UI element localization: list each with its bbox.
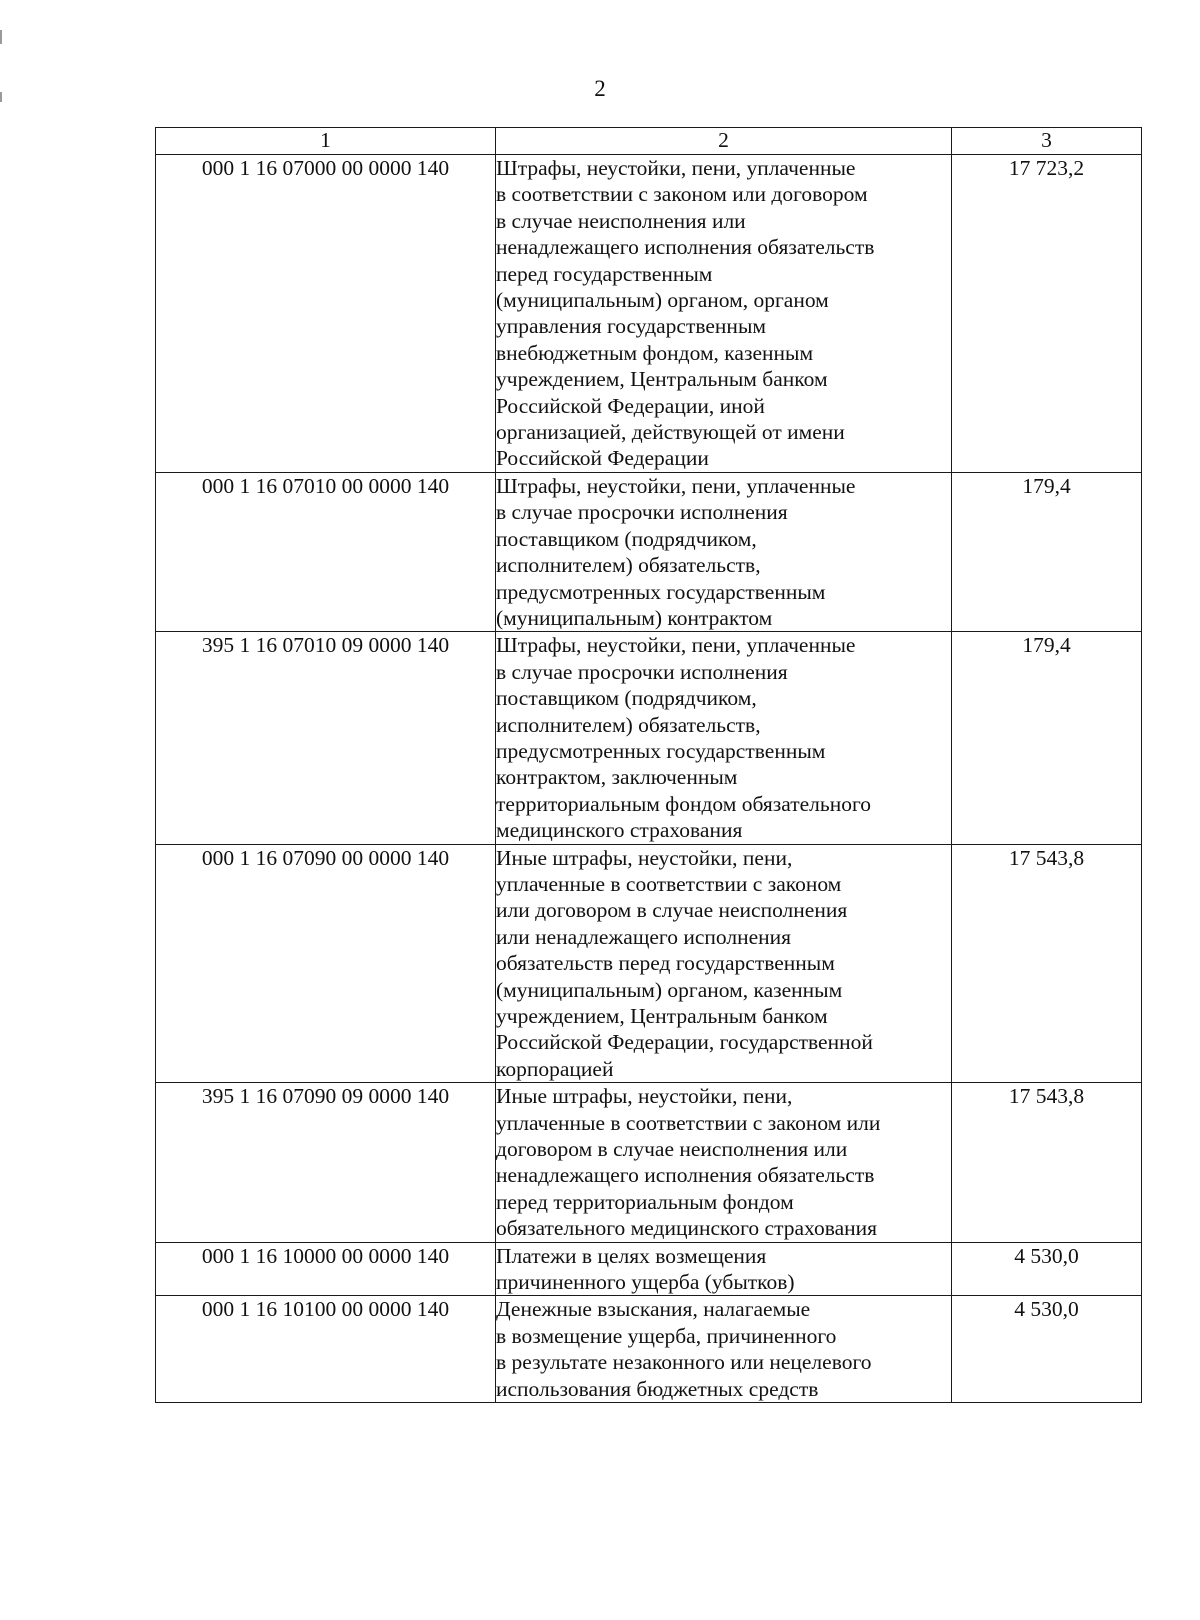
- description-line: (муниципальным) органом, казенным: [496, 977, 843, 1002]
- row-code: 395 1 16 07090 09 0000 140: [156, 1083, 496, 1242]
- description-line: (муниципальным) контрактом: [496, 605, 773, 630]
- description-line: Российской Федерации, иной: [496, 393, 765, 418]
- table-row: [156, 1242, 1142, 1296]
- description-line: внебюджетным фондом, казенным: [496, 340, 814, 365]
- table-row: [156, 1296, 1142, 1403]
- description-line: исполнителем) обязательств,: [496, 553, 761, 578]
- column-header-amount: 3: [952, 128, 1142, 155]
- description-line: учреждением, Центральным банком: [496, 1004, 828, 1028]
- description-line: (муниципальным) органом, органом: [496, 288, 829, 313]
- description-line: в случае просрочки исполнения: [496, 500, 788, 525]
- description-line: или договором в случае неисполнения: [496, 898, 848, 923]
- table-row: [156, 472, 1142, 631]
- description-line: уплаченные в соответствии с законом: [496, 871, 842, 896]
- description-line: или ненадлежащего исполнения: [496, 924, 792, 949]
- row-amount: 17 543,8: [952, 844, 1142, 1083]
- description-line: Денежные взыскания, налагаемые: [496, 1297, 811, 1322]
- row-description: [496, 1083, 952, 1242]
- row-description: [496, 155, 952, 473]
- description-line: причиненного ущерба (убытков): [496, 1270, 795, 1295]
- row-code: 000 1 16 07090 00 0000 140: [156, 844, 496, 1083]
- description-line: ненадлежащего исполнения обязательств: [496, 1163, 875, 1188]
- description-line: поставщиком (подрядчиком,: [496, 526, 757, 551]
- description-line: учреждением, Центральным банком: [496, 367, 828, 392]
- page-number: 2: [594, 76, 606, 101]
- column-header-code: 1: [156, 128, 496, 155]
- row-amount: 17 543,8: [952, 1083, 1142, 1242]
- description-line: Штрафы, неустойки, пени, уплаченные: [496, 156, 856, 180]
- column-header-description: 2: [496, 128, 952, 155]
- description-line: в случае просрочки исполнения: [496, 659, 788, 684]
- description-line: Штрафы, неустойки, пени, уплаченные: [496, 633, 856, 658]
- table-row: [156, 632, 1142, 844]
- description-line: перед государственным: [496, 261, 713, 286]
- description-line: в соответствии с законом или договором: [496, 182, 868, 207]
- description-line: территориальным фондом обязательного: [496, 791, 871, 816]
- row-code: 000 1 16 10100 00 0000 140: [156, 1296, 496, 1403]
- table-header-row: [156, 128, 1142, 155]
- row-description: [496, 632, 952, 844]
- row-description: [496, 1296, 952, 1403]
- scan-edge-mark: [0, 30, 2, 44]
- table-row: [156, 844, 1142, 1083]
- row-description: [496, 472, 952, 631]
- description-line: Штрафы, неустойки, пени, уплаченные: [496, 473, 856, 498]
- description-line: корпорацией: [496, 1056, 614, 1081]
- description-line: Российской Федерации, государственной: [496, 1030, 873, 1055]
- row-amount: 4 530,0: [952, 1296, 1142, 1403]
- description-line: ненадлежащего исполнения обязательств: [496, 235, 875, 260]
- description-line: договором в случае неисполнения или: [496, 1137, 848, 1162]
- row-code: 000 1 16 07000 00 0000 140: [156, 155, 496, 473]
- description-line: медицинского страхования: [496, 818, 743, 843]
- description-line: обязательств перед государственным: [496, 951, 835, 976]
- row-code: 000 1 16 10000 00 0000 140: [156, 1242, 496, 1296]
- description-line: Российской Федерации: [496, 446, 709, 471]
- description-line: уплаченные в соответствии с законом или: [496, 1110, 881, 1135]
- table-row: [156, 155, 1142, 473]
- description-line: управления государственным: [496, 314, 766, 339]
- row-amount: 17 723,2: [952, 155, 1142, 473]
- row-code: 395 1 16 07010 09 0000 140: [156, 632, 496, 844]
- description-line: поставщиком (подрядчиком,: [496, 686, 757, 711]
- description-line: в результате незаконного или нецелевого: [496, 1350, 872, 1375]
- description-line: организацией, действующей от имени: [496, 420, 845, 445]
- description-line: перед территориальным фондом: [496, 1189, 794, 1214]
- description-line: контрактом, заключенным: [496, 765, 738, 790]
- table-row: [156, 1083, 1142, 1242]
- description-line: Платежи в целях возмещения: [496, 1243, 767, 1268]
- row-amount: 179,4: [952, 632, 1142, 844]
- description-line: Иные штрафы, неустойки, пени,: [496, 845, 793, 870]
- description-line: исполнителем) обязательств,: [496, 712, 761, 737]
- table-body: [156, 155, 1142, 1403]
- budget-table: [155, 127, 1142, 1403]
- row-amount: 179,4: [952, 472, 1142, 631]
- row-code: 000 1 16 07010 00 0000 140: [156, 472, 496, 631]
- description-line: предусмотренных государственным: [496, 579, 826, 604]
- description-line: Иные штрафы, неустойки, пени,: [496, 1084, 793, 1109]
- description-line: в случае неисполнения или: [496, 208, 746, 233]
- row-amount: 4 530,0: [952, 1242, 1142, 1296]
- row-description: [496, 844, 952, 1083]
- row-description: [496, 1242, 952, 1296]
- description-line: в возмещение ущерба, причиненного: [496, 1323, 837, 1348]
- description-line: предусмотренных государственным: [496, 738, 826, 763]
- description-line: использования бюджетных средств: [496, 1376, 819, 1401]
- description-line: обязательного медицинского страхования: [496, 1216, 878, 1241]
